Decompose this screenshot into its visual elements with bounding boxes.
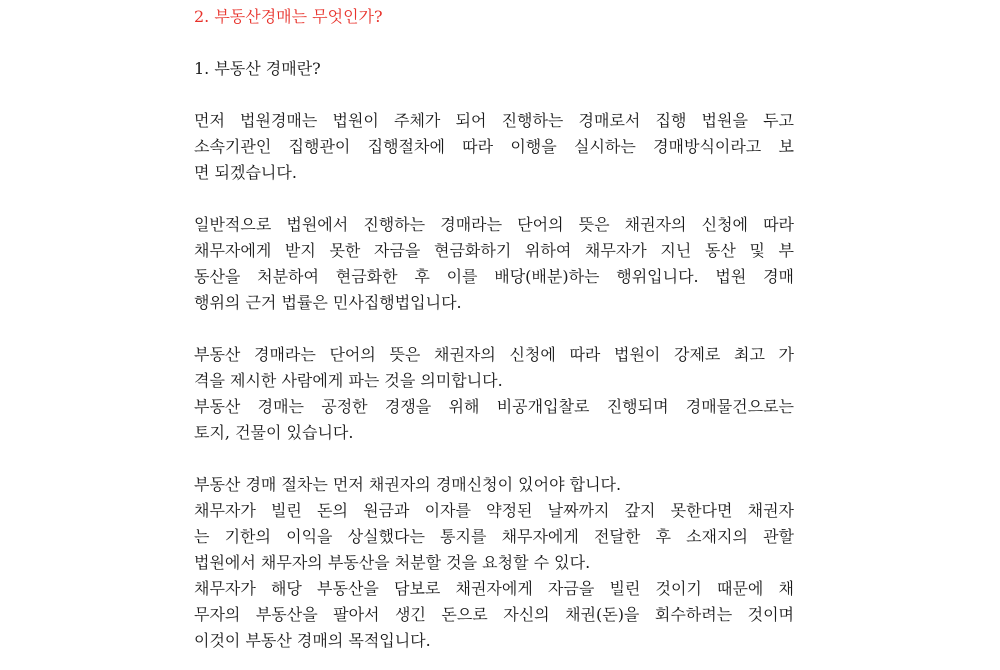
- text-line: 이것이 부동산 경매의 목적입니다.: [194, 631, 431, 650]
- text-line: 부동산 경매라는 단어의 뜻은 채권자의 신청에 따라 법원이 강제로 최고 가: [194, 345, 794, 364]
- text-line: 무자의 부동산을 팔아서 생긴 돈으로 자신의 채권(돈)을 회수하려는 것이며: [194, 605, 794, 624]
- spacer: [194, 446, 794, 472]
- text-line: 는 기한의 이익을 상실했다는 통지를 채무자에게 전달한 후 소재지의 관할: [194, 527, 794, 546]
- text-line: 부동산 경매 절차는 먼저 채권자의 경매신청이 있어야 합니다.: [194, 475, 622, 494]
- text-line: 채무자가 해당 부동산을 담보로 채권자에게 자금을 빌린 것이기 때문에 채: [194, 579, 794, 598]
- document-body: [194, 0, 794, 654]
- text-line: 일반적으로 법원에서 진행하는 경매라는 단어의 뜻은 채권자의 신청에 따라: [194, 215, 794, 234]
- spacer: [194, 186, 794, 212]
- text-line: 격을 제시한 사람에게 파는 것을 의미합니다.: [194, 371, 503, 390]
- paragraph: [194, 472, 794, 654]
- text-line: 행위의 근거 법률은 민사집행법입니다.: [194, 293, 462, 312]
- subheading: 1. 부동산 경매란?: [194, 59, 321, 78]
- paragraph: [194, 212, 794, 316]
- text-line: 부동산 경매는 공정한 경쟁을 위해 비공개입찰로 진행되며 경매물건으로는: [194, 397, 794, 416]
- text-line: 토지, 건물이 있습니다.: [194, 423, 354, 442]
- text-line: 법원에서 채무자의 부동산을 처분할 것을 요청할 수 있다.: [194, 553, 591, 572]
- paragraph: [194, 108, 794, 186]
- text-line: 채무자가 빌린 돈의 원금과 이자를 약정된 날짜까지 갚지 못한다면 채권자: [194, 501, 794, 520]
- text-line: 먼저 법원경매는 법원이 주체가 되어 진행하는 경매로서 집행 법원을 두고: [194, 111, 794, 130]
- section-title: 2. 부동산경매는 무엇인가?: [194, 7, 383, 26]
- spacer: [194, 30, 794, 56]
- spacer: [194, 82, 794, 108]
- text-line: 동산을 처분하여 현금화한 후 이를 배당(배분)하는 행위입니다. 법원 경매: [194, 267, 794, 286]
- text-line: 채무자에게 받지 못한 자금을 현금화하기 위하여 채무자가 지닌 동산 및 부: [194, 241, 794, 260]
- text-line: 면 되겠습니다.: [194, 163, 297, 182]
- paragraph: [194, 342, 794, 446]
- spacer: [194, 316, 794, 342]
- text-line: 소속기관인 집행관이 집행절차에 따라 이행을 실시하는 경매방식이라고 보: [194, 137, 794, 156]
